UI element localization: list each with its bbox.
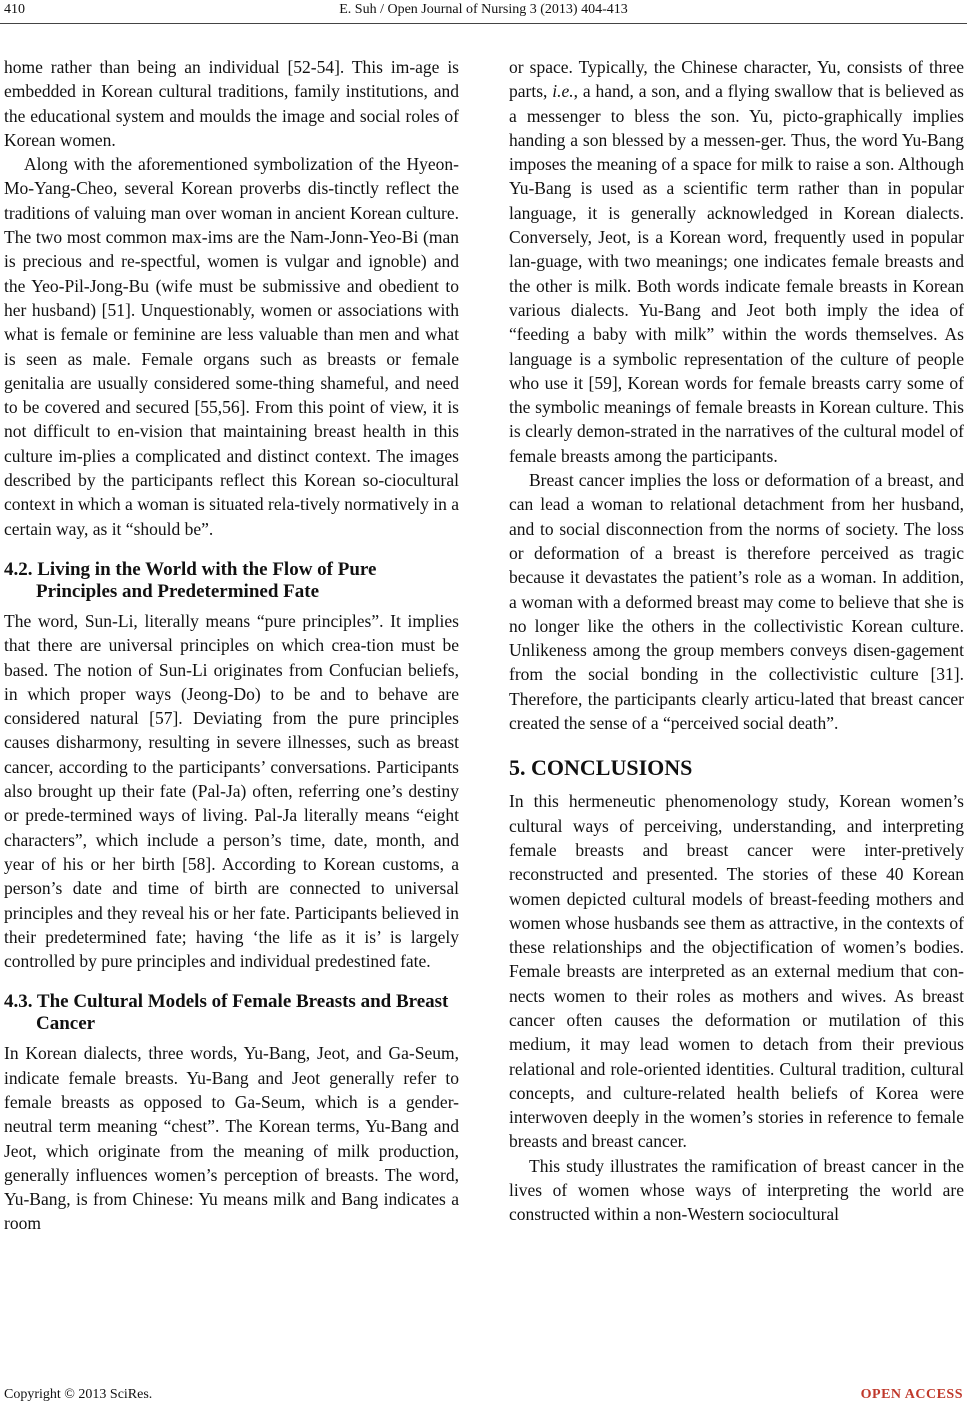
copyright-notice: Copyright © 2013 SciRes.: [4, 1387, 153, 1402]
running-head: E. Suh / Open Journal of Nursing 3 (2013) 404-413: [339, 2, 628, 17]
paragraph: In Korean dialects, three words, Yu-Bang, Jeot, and Ga-Seum, indicate female breasts. Yu-Bang and Jeot generally refer to female breasts as opposed to Ga-Seum, which is a gender-neutral term meaning “chest”. The Korean terms, Yu-Bang and Jeot, which originate from the meaning of milk production, generally influences women’s perception of breasts. The word, Yu-Bang, is from Chinese: Yu means milk and Bang indicates a room: [4, 1043, 459, 1234]
section-heading-4-2: 4.2. Living in the World with the Flow of Pure Principles and Predetermined Fate: [4, 558, 377, 602]
paragraph: Breast cancer implies the loss or deformation of a breast, and can lead a woman to relational detachment from her husband, and to social disconnection from the norms of society. The loss or deformation of a breast is therefore perceived as tragic because it devastates the patient’s role as a woman. In addition, a woman with a deformed breast may come to believe that she is no longer like the others in the collectivistic Korean culture. Unlikeness among the group members conveys disen-gagement from the social bonding in the collectivistic culture [31]. Therefore, the participants clearly articu-lated that breast cancer created the sense of a “perceived social death”.: [509, 470, 964, 734]
text-run: , a hand, a son, and a flying swallow that is believed as a messenger to bless the son. Yu, picto-graphically implies handing a son blessed by a messen-ger. Thus, the word Yu-Bang imposes the meaning of a space for milk to raise a son. Although Yu-Bang is used as a scientific term rather than in popular language, it is generally acknowledged in Korean dialects. Conversely, Jeot, is a Korean word, frequently used in popular lan-guage, with two meanings; one indicates female breasts and the other is milk. Both words indicate female breasts in Korean various dialects. Yu-Bang and Jeot both imply the idea of “feeding a baby with milk” within the words themselves. As language is a symbolic representation of the culture of people who use it [59], Korean words for female breasts carry some of the symbolic meanings of female breasts in Korean culture. This is clearly demon-strated in the narratives of the cultural model of female breasts among the participants.: [509, 81, 964, 466]
header-rule: [0, 23, 967, 24]
section-heading-5: 5. CONCLUSIONS: [509, 755, 693, 781]
paragraph: home rather than being an individual [52-54]. This im-age is embedded in Korean cultural traditions, family institutions, and the educational system and moulds the image and social roles of Korean women.: [4, 57, 459, 150]
italic-abbrev: i.e.: [552, 81, 574, 102]
open-access-badge: OPEN ACCESS: [860, 1387, 963, 1402]
paragraph: [509, 55, 964, 468]
left-column: [4, 55, 459, 1236]
text-run: or space. Typically, the Chinese character, Yu, consists of three parts,: [509, 57, 964, 102]
paragraph: In this hermeneutic phenomenology study, Korean women’s cultural ways of perceiving, understanding, and interpreting female breasts and breast cancer were inter-pretively reconstructed and presented. The stories of these 40 Korean women depicted cultural models of breast-feeding mothers and women whose husbands see them as attractive, in the contexts of these relationships and the objectification of women’s bodies. Female breasts are interpreted as an external medium that con-nects women to their roles as mothers and wives. As breast cancer often causes the deformation or mutilation of this medium, it may lead women to detach from their previous relational and role-oriented identities. Cultural tradition, cultural concepts, and culture-related health beliefs of Korea were interwoven deeply in the women’s stories in reference to female breasts and breast cancer.: [509, 791, 964, 1152]
paragraph: The word, Sun-Li, literally means “pure principles”. It implies that there are universal principles on which crea-tion must be based. The notion of Sun-Li originates from Confucian beliefs, in which proper ways (Jeong-Do) to be and to behave are considered natural [57]. Deviating from the pure principles causes disharmony, resulting in severe illnesses, such as breast cancer, according to the participants’ conversations. Participants also brought up their fate (Pal-Ja) often, referring one’s destiny or prede-termined ways of living. Pal-Ja literally means “eight characters”, which include a person’s time, date, month, and year of his or her birth [58]. According to Korean customs, a person’s date and time of birth are connected to universal principles and they reveal his or her fate. Participants believed in their predetermined fate; having ‘the life as it is’ is largely controlled by pure principles and individual predestined fate.: [4, 610, 459, 972]
paragraph: Along with the aforementioned symbolization of the Hyeon-Mo-Yang-Cheo, several Korean proverbs dis-tinctly reflect the traditions of valuing man over woman in ancient Korean culture. The two most common max-ims are the Nam-Jonn-Yeo-Bi (man is precious and re-spectful, women is vulgar and ignoble) and the Yeo-Pil-Jong-Bu (wife must be submissive and obedient to her husband) [51]. Unquestionably, women or associations with what is female or feminine are less valuable than men and what is seen as male. Female organs such as breasts or female genitalia are usually considered some-thing shameful, and need to be covered and secured [55,56]. From this point of view, it is not difficult to en-vision that maintaining breast health in this culture im-plies a complicated and distinct context. The images described by the participants reflect this Korean so-ciocultural context in which a woman is situated rela-tively normatively in a certain way, as it “should be”.: [4, 154, 459, 539]
section-heading-4-3: 4.3. The Cultural Models of Female Breasts and Breast Cancer: [4, 991, 449, 1035]
paragraph: This study illustrates the ramification of breast cancer in the lives of women whose ways of interpreting the world are constructed within a non-Western sociocultural: [509, 1155, 964, 1225]
page-number: 410: [4, 2, 25, 17]
right-column: [509, 55, 964, 1227]
